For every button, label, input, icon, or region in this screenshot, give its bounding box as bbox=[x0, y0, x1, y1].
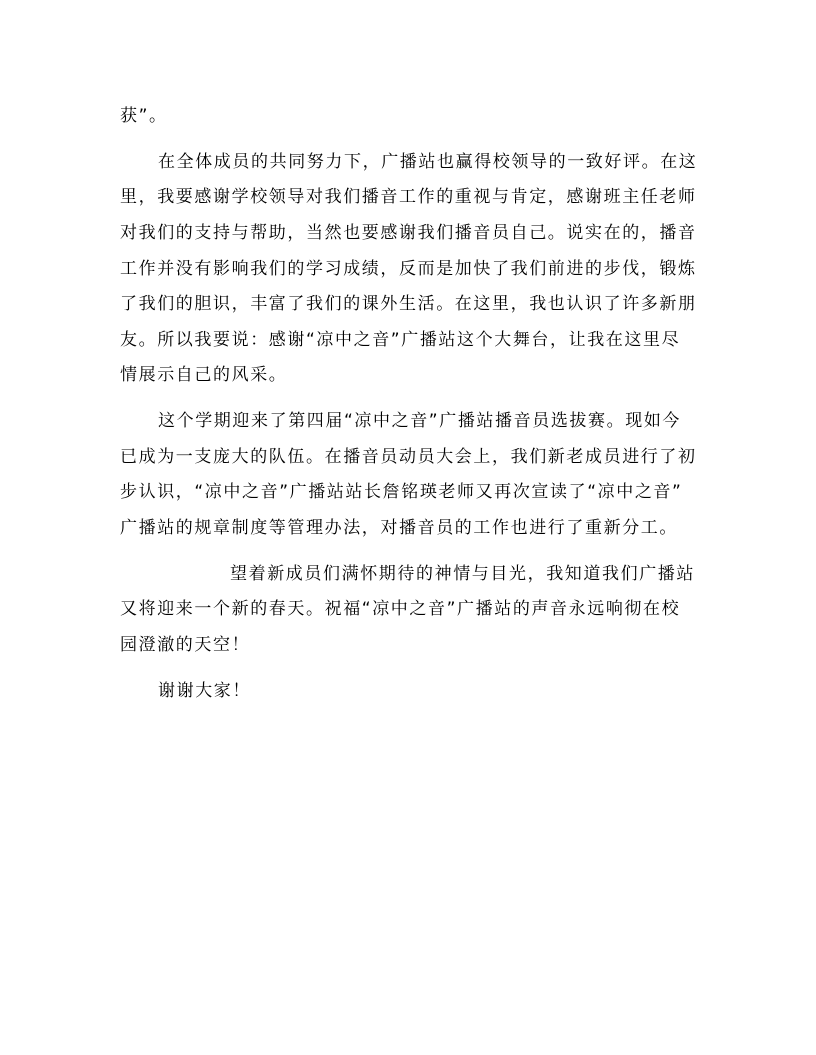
paragraph-line: 又将迎来一个新的春天。祝福“凉中之音”广播站的声音永远响彻在校 bbox=[120, 599, 681, 620]
paragraph-line: 谢谢大家！ bbox=[158, 680, 251, 701]
paragraph-line: 已成为一支庞大的队伍。在播音员动员大会上，我们新老成员进行了初 bbox=[120, 446, 697, 467]
paragraph-line: 在全体成员的共同努力下，广播站也赢得校领导的一致好评。在这 bbox=[158, 151, 698, 172]
paragraph-line: 友。所以我要说：感谢“凉中之音”广播站这个大舞台，让我在这里尽 bbox=[120, 329, 681, 350]
paragraph-line: 获”。 bbox=[120, 106, 168, 126]
paragraph-line: 了我们的胆识，丰富了我们的课外生活。在这里，我也认识了许多新朋 bbox=[120, 294, 697, 315]
paragraph-5 bbox=[120, 674, 696, 710]
paragraph-line: 广播站的规章制度等管理办法，对播音员的工作也进行了重新分工。 bbox=[120, 517, 678, 538]
paragraph-3 bbox=[120, 404, 696, 546]
paragraph-line: 步认识，“凉中之音”广播站站长詹铭瑛老师又再次宣读了“凉中之音” bbox=[120, 482, 683, 503]
paragraph-2 bbox=[120, 145, 696, 394]
paragraph-line: 对我们的支持与帮助，当然也要感谢我们播音员自己。说实在的，播音 bbox=[120, 222, 697, 243]
paragraph-line: 工作并没有影响我们的学习成绩，反而是加快了我们前进的步伐，锻炼 bbox=[120, 258, 697, 279]
paragraph-line: 情展示自己的风采。 bbox=[120, 365, 288, 386]
paragraph-line: 望着新成员们满怀期待的神情与目光，我知道我们广播站 bbox=[230, 563, 695, 584]
paragraph-4 bbox=[120, 557, 696, 664]
document-body bbox=[120, 99, 696, 709]
paragraph-1 bbox=[120, 99, 696, 135]
paragraph-line: 这个学期迎来了第四届“凉中之音”广播站播音员选拔赛。现如今 bbox=[158, 411, 682, 432]
paragraph-line: 园澄澈的天空！ bbox=[120, 634, 251, 655]
paragraph-line: 里，我要感谢学校领导对我们播音工作的重视与肯定，感谢班主任老师 bbox=[120, 187, 697, 208]
